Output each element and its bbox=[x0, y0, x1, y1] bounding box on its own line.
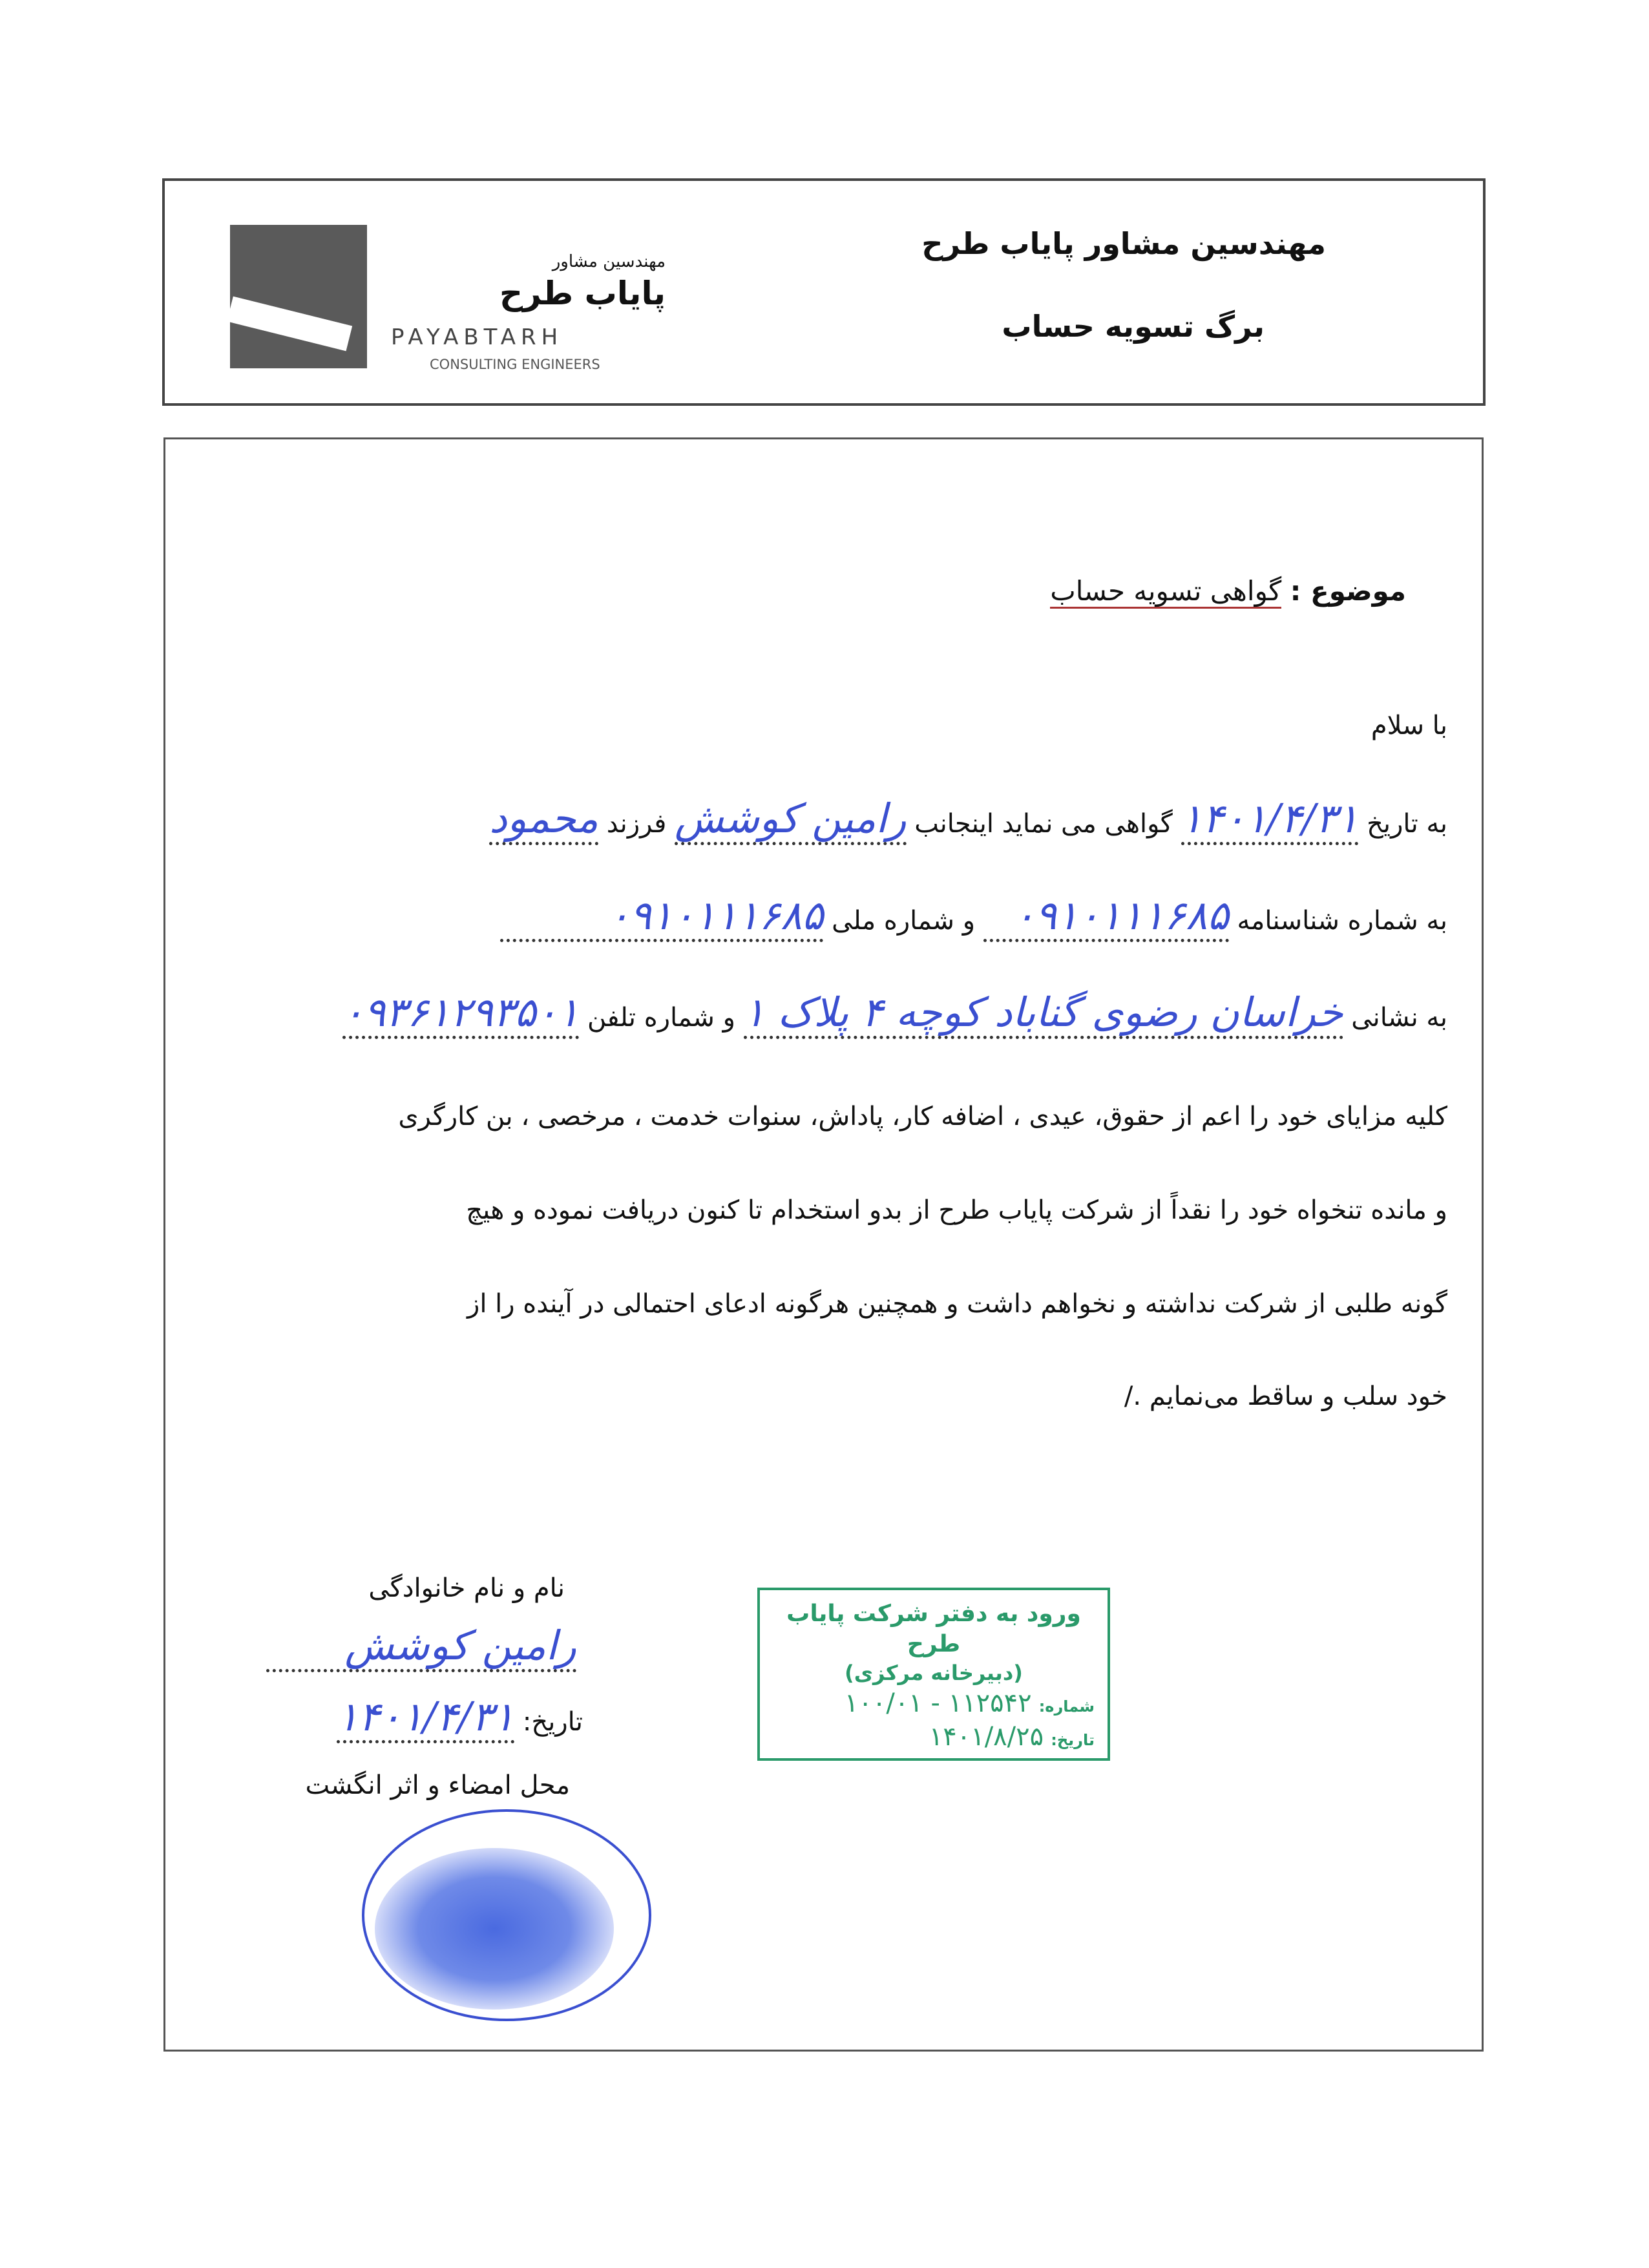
handwritten-father-name: محمود bbox=[489, 795, 598, 842]
handwritten-national-id: ۰۹۱۰۱۱۱۶۸۵ bbox=[608, 892, 824, 939]
subject-line bbox=[1050, 575, 1406, 607]
label: به تاریخ bbox=[1367, 809, 1447, 839]
registry-stamp bbox=[757, 1588, 1110, 1761]
subject-value: گواهی تسویه حساب bbox=[1050, 575, 1281, 609]
handwritten-name: رامین کوشش bbox=[675, 795, 907, 842]
form-title: برگ تسویه حساب bbox=[1002, 309, 1265, 344]
paragraph-line: کلیه مزایای خود را اعم از حقوق، عیدی ، اضافه کار، پاداش، سنوات خدمت ، مرخصی ، بن کارگری bbox=[398, 1102, 1447, 1131]
handwritten-date: ۱۴۰۱/۴/۳۱ bbox=[1181, 795, 1359, 842]
label: و شماره ملی bbox=[832, 906, 976, 936]
label: و شماره تلفن bbox=[587, 1003, 735, 1033]
logo-en-name: PAYABTARH bbox=[391, 324, 563, 350]
line-id-numbers bbox=[220, 892, 1447, 942]
label: فرزند bbox=[606, 809, 667, 839]
main-box bbox=[163, 437, 1484, 2052]
date-field bbox=[337, 1693, 583, 1743]
value: ۱۱۲۵۴۲ - ۱۰۰/۰۱ bbox=[844, 1688, 1032, 1719]
logo-small-text: مهندسین مشاور bbox=[552, 252, 666, 271]
line-date-name bbox=[220, 795, 1447, 845]
sign-label: محل امضاء و اثر انگشت bbox=[305, 1770, 570, 1800]
logo-en-sub: CONSULTING ENGINEERS bbox=[430, 357, 600, 372]
line-address-phone bbox=[155, 989, 1447, 1039]
stamp-title: ورود به دفتر شرکت پایاب طرح bbox=[786, 1601, 1081, 1657]
label: تاریخ: bbox=[522, 1707, 583, 1737]
logo-fa-name: پایاب طرح bbox=[499, 275, 666, 312]
value: ۱۴۰۱/۸/۲۵ bbox=[929, 1722, 1044, 1752]
greeting: با سلام bbox=[1371, 711, 1447, 740]
handwritten-address: خراسان رضوی گناباد کوچه ۴ پلاک ۱ bbox=[743, 989, 1343, 1036]
handwritten-signature-date: ۱۴۰۱/۴/۳۱ bbox=[337, 1693, 515, 1740]
paragraph-line: خود سلب و ساقط می‌نمایم ./ bbox=[1124, 1381, 1447, 1411]
handwritten-id-number: ۰۹۱۰۱۱۱۶۸۵ bbox=[1013, 892, 1229, 939]
label: گواهی می نماید اینجانب bbox=[914, 809, 1173, 839]
stamp-date bbox=[760, 1720, 1108, 1754]
stamp-subtitle: (دبیرخانه مرکزی) bbox=[845, 1660, 1023, 1685]
label: به نشانی bbox=[1351, 1003, 1447, 1033]
fingerprint bbox=[375, 1848, 614, 2010]
paragraph-line: گونه طلبی از شرکت نداشته و نخواهم داشت و همچنین هرگونه ادعای احتمالی در آینده را از bbox=[467, 1289, 1447, 1319]
handwritten-signature-name: رامین کوشش bbox=[344, 1622, 576, 1669]
company-logo-mark bbox=[230, 225, 367, 368]
paragraph-line: و مانده تنخواه خود را نقداً از شرکت پایاب طرح از بدو استخدام تا کنون دریافت نموده و هیچ bbox=[466, 1195, 1447, 1225]
name-label: نام و نام خانوادگی bbox=[368, 1573, 565, 1603]
stamp-number bbox=[760, 1686, 1108, 1720]
name-field bbox=[266, 1622, 576, 1672]
company-title: مهندسین مشاور پایاب طرح bbox=[921, 226, 1326, 261]
subject-label: موضوع : bbox=[1290, 575, 1406, 607]
label: شماره: bbox=[1038, 1697, 1095, 1716]
label: تاریخ: bbox=[1051, 1731, 1095, 1750]
handwritten-phone: ۰۹۳۶۱۲۹۳۵۰۱ bbox=[342, 989, 580, 1036]
label: به شماره شناسنامه bbox=[1237, 906, 1447, 936]
